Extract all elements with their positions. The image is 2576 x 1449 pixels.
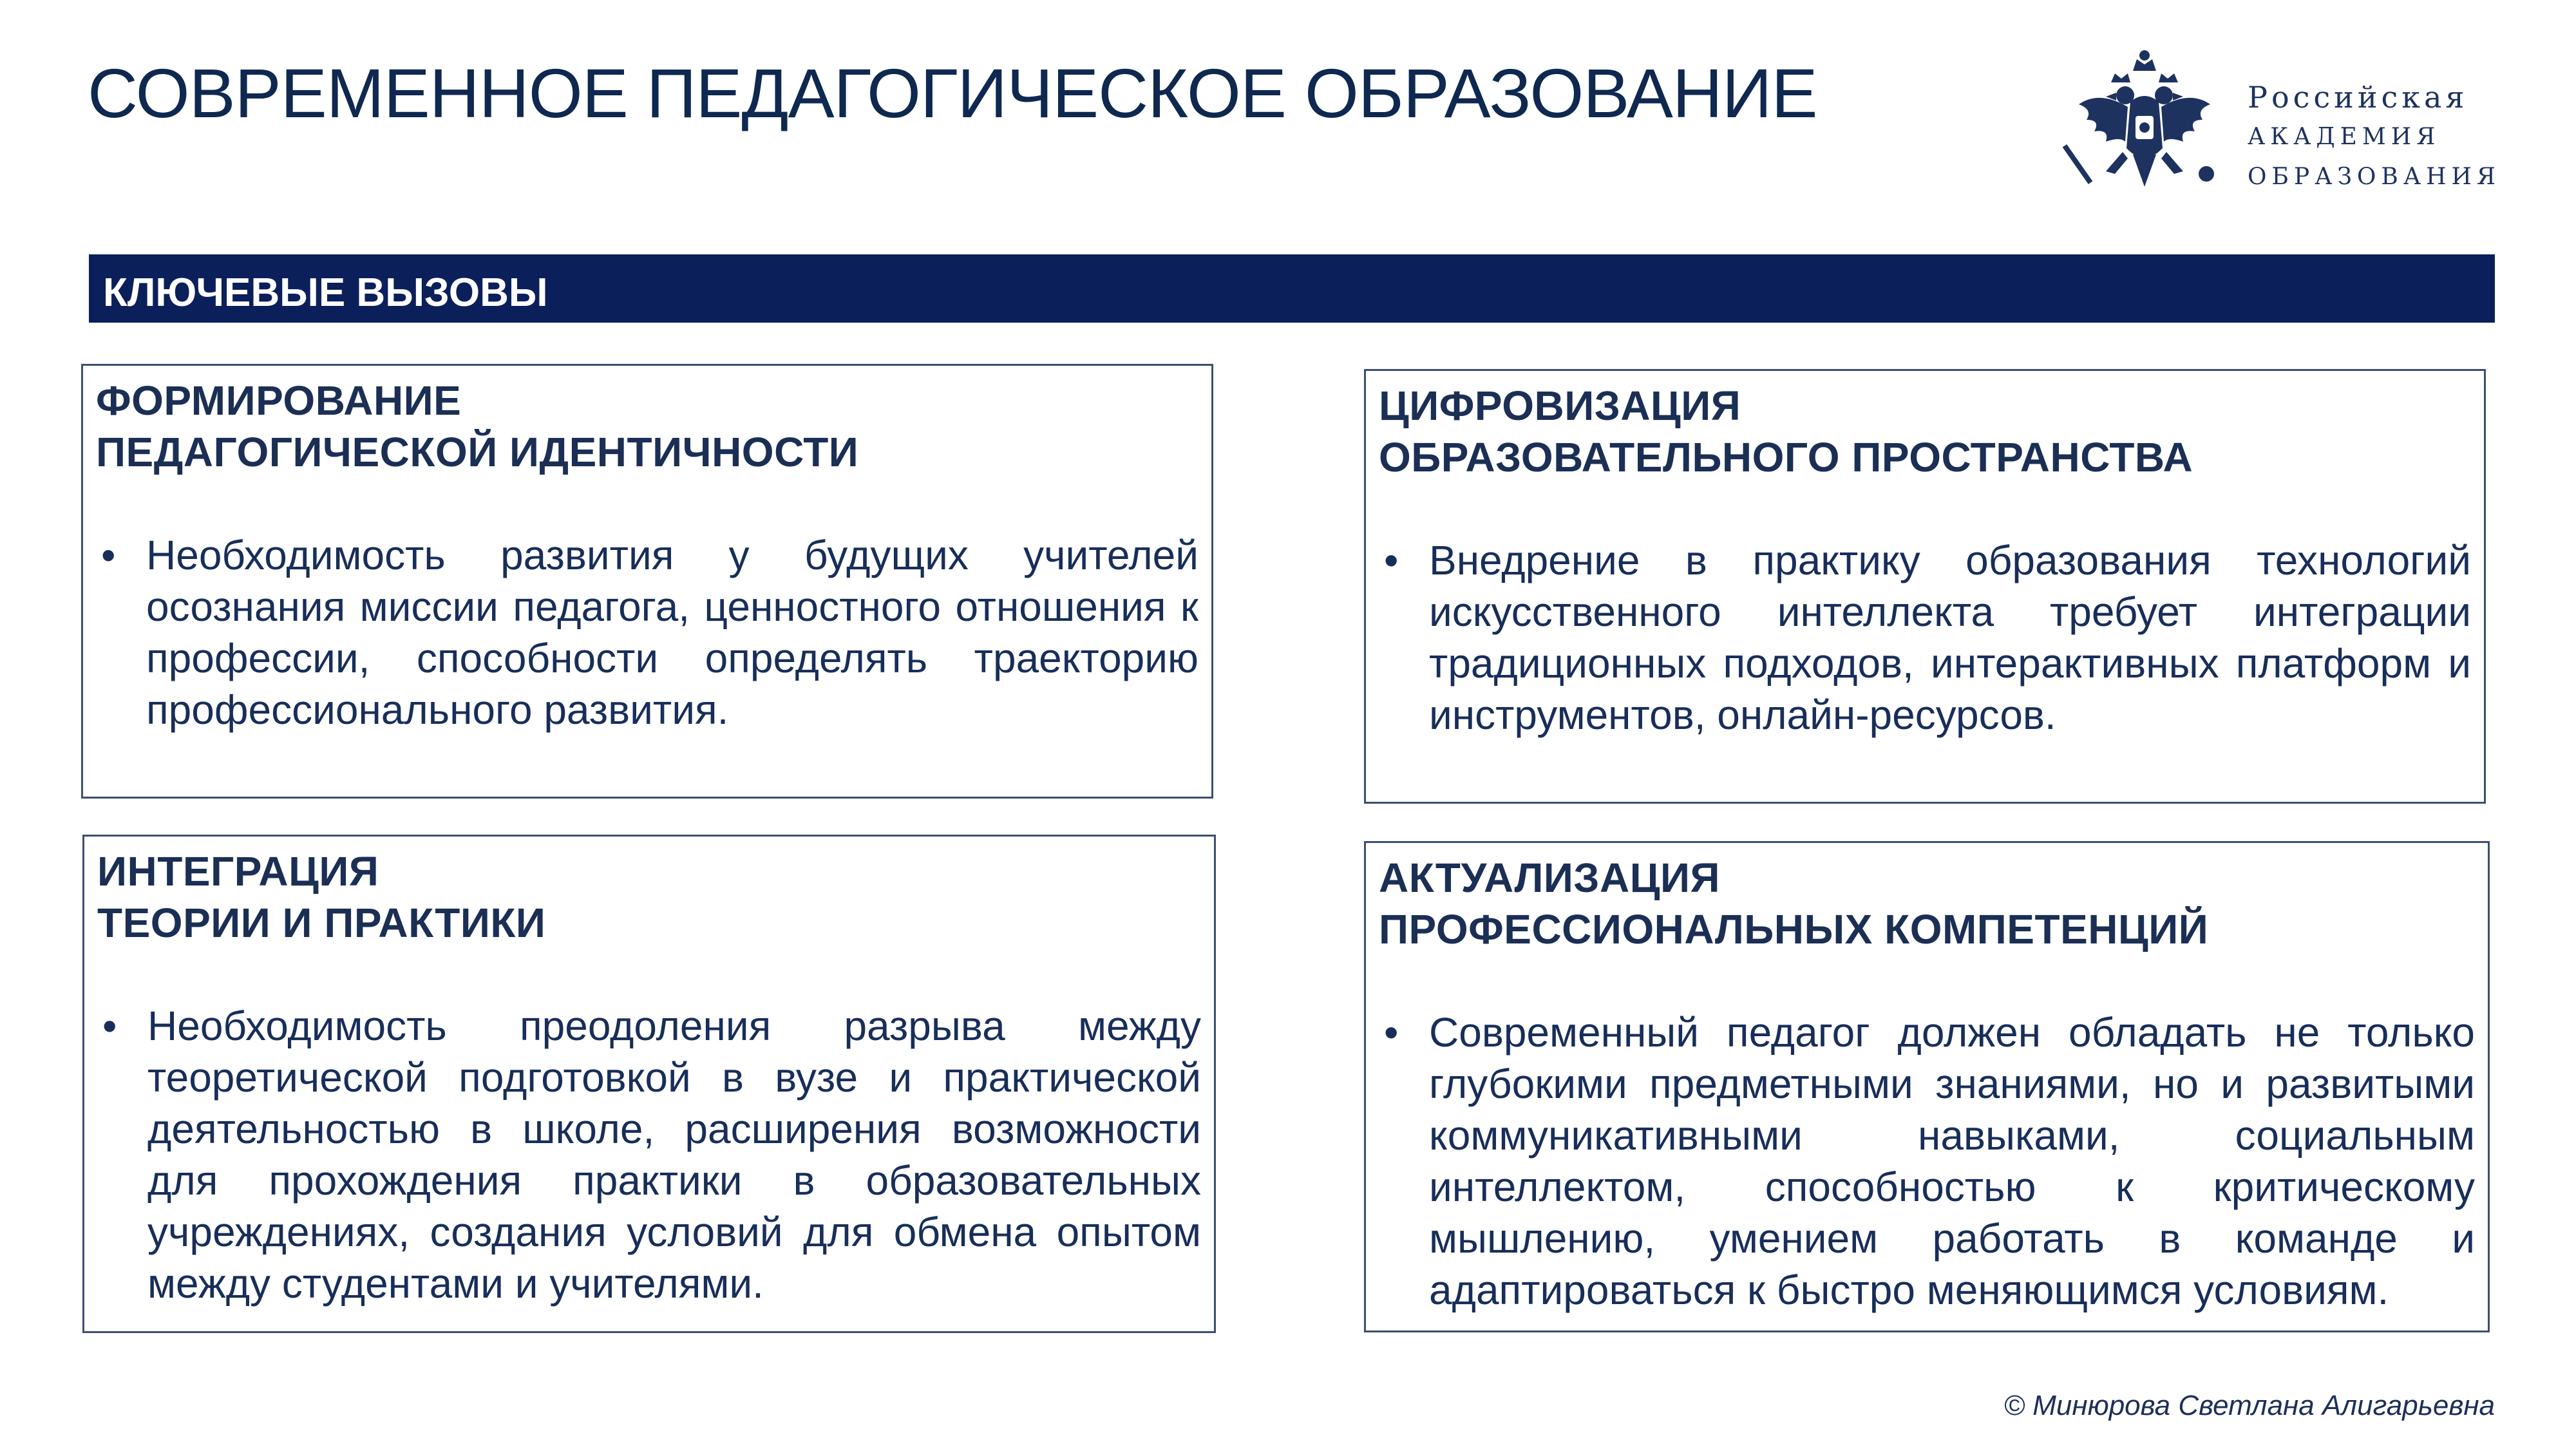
- card-title-line-1: ЦИФРОВИЗАЦИЯ: [1379, 383, 1741, 429]
- card-bullet-item: [97, 1000, 1201, 1309]
- banner-label: КЛЮЧЕВЫЕ ВЫЗОВЫ: [103, 270, 548, 315]
- page-title: СОВРЕМЕННОЕ ПЕДАГОГИЧЕСКОЕ ОБРАЗОВАНИЕ: [88, 54, 1817, 132]
- bullet-icon: •: [1384, 1009, 1399, 1056]
- card-title: [96, 375, 1198, 478]
- card-bullet-list: [96, 529, 1198, 735]
- bullet-icon: •: [101, 532, 116, 578]
- bullet-icon: •: [102, 1003, 117, 1049]
- card-bullet-text: Необходимость развития у будущих учителей осознания миссии педагога, ценностного отношения к профессии, способности определять траекторию профессионального развития.: [146, 532, 1198, 733]
- challenge-card-identity: [81, 364, 1213, 799]
- academy-logo: [2061, 45, 2512, 200]
- card-bullet-list: [1379, 1007, 2475, 1316]
- card-title-line-1: АКТУАЛИЗАЦИЯ: [1379, 855, 1720, 901]
- card-title-line-1: ИНТЕГРАЦИЯ: [97, 848, 379, 895]
- card-title-line-2: ПРОФЕССИОНАЛЬНЫХ КОМПЕТЕНЦИЙ: [1379, 906, 2209, 952]
- challenge-card-integration: [82, 835, 1216, 1333]
- section-banner: [89, 254, 2495, 323]
- card-bullet-text: Современный педагог должен обладать не только глубокими предметными знаниями, но и развитыми коммуникативными навыками, социальным интеллектом, способностью к критическому мышлению, умением работать в команде и адаптироваться к быстро меняющимся условиям.: [1429, 1009, 2475, 1313]
- card-title-line-2: ОБРАЗОВАТЕЛЬНОГО ПРОСТРАНСТВА: [1379, 434, 2193, 480]
- logo-text: [2248, 77, 2501, 197]
- card-title-line-1: ФОРМИРОВАНИЕ: [96, 377, 462, 424]
- card-bullet-text: Необходимость преодоления разрыва между теоретической подготовкой в вузе и практической деятельностью в школе, расширения возможности для прохождения практики в образовательных учреждениях, создания условий для обмена опытом между студентами и учителями.: [147, 1003, 1201, 1307]
- card-bullet-list: [97, 1000, 1201, 1309]
- card-title: [1379, 852, 2475, 955]
- logo-line-3: ОБРАЗОВАНИЯ: [2248, 164, 2501, 190]
- card-bullet-list: [1379, 535, 2471, 741]
- card-bullet-item: [96, 529, 1198, 735]
- card-title-line-2: ТЕОРИИ И ПРАКТИКИ: [97, 900, 546, 946]
- challenge-card-competencies: [1364, 841, 2490, 1332]
- copyright-text: © Минюрова Светлана Алигарьевна: [2003, 1390, 2495, 1421]
- card-bullet-item: [1379, 535, 2471, 741]
- card-title-line-2: ПЕДАГОГИЧЕСКОЙ ИДЕНТИЧНОСТИ: [96, 429, 859, 475]
- eagle-emblem-icon: [2061, 45, 2228, 200]
- card-bullet-item: [1379, 1007, 2475, 1316]
- logo-line-1: Российская: [2248, 80, 2468, 115]
- card-bullet-text: Внедрение в практику образования технологий искусственного интеллекта требует интеграции традиционных подходов, интерактивных платформ и инструментов, онлайн-ресурсов.: [1429, 537, 2471, 738]
- card-title: [1379, 380, 2471, 483]
- logo-line-2: АКАДЕМИЯ: [2248, 124, 2441, 150]
- card-title: [97, 846, 1201, 949]
- bullet-icon: •: [1384, 537, 1399, 583]
- challenge-card-digitalization: [1364, 369, 2486, 804]
